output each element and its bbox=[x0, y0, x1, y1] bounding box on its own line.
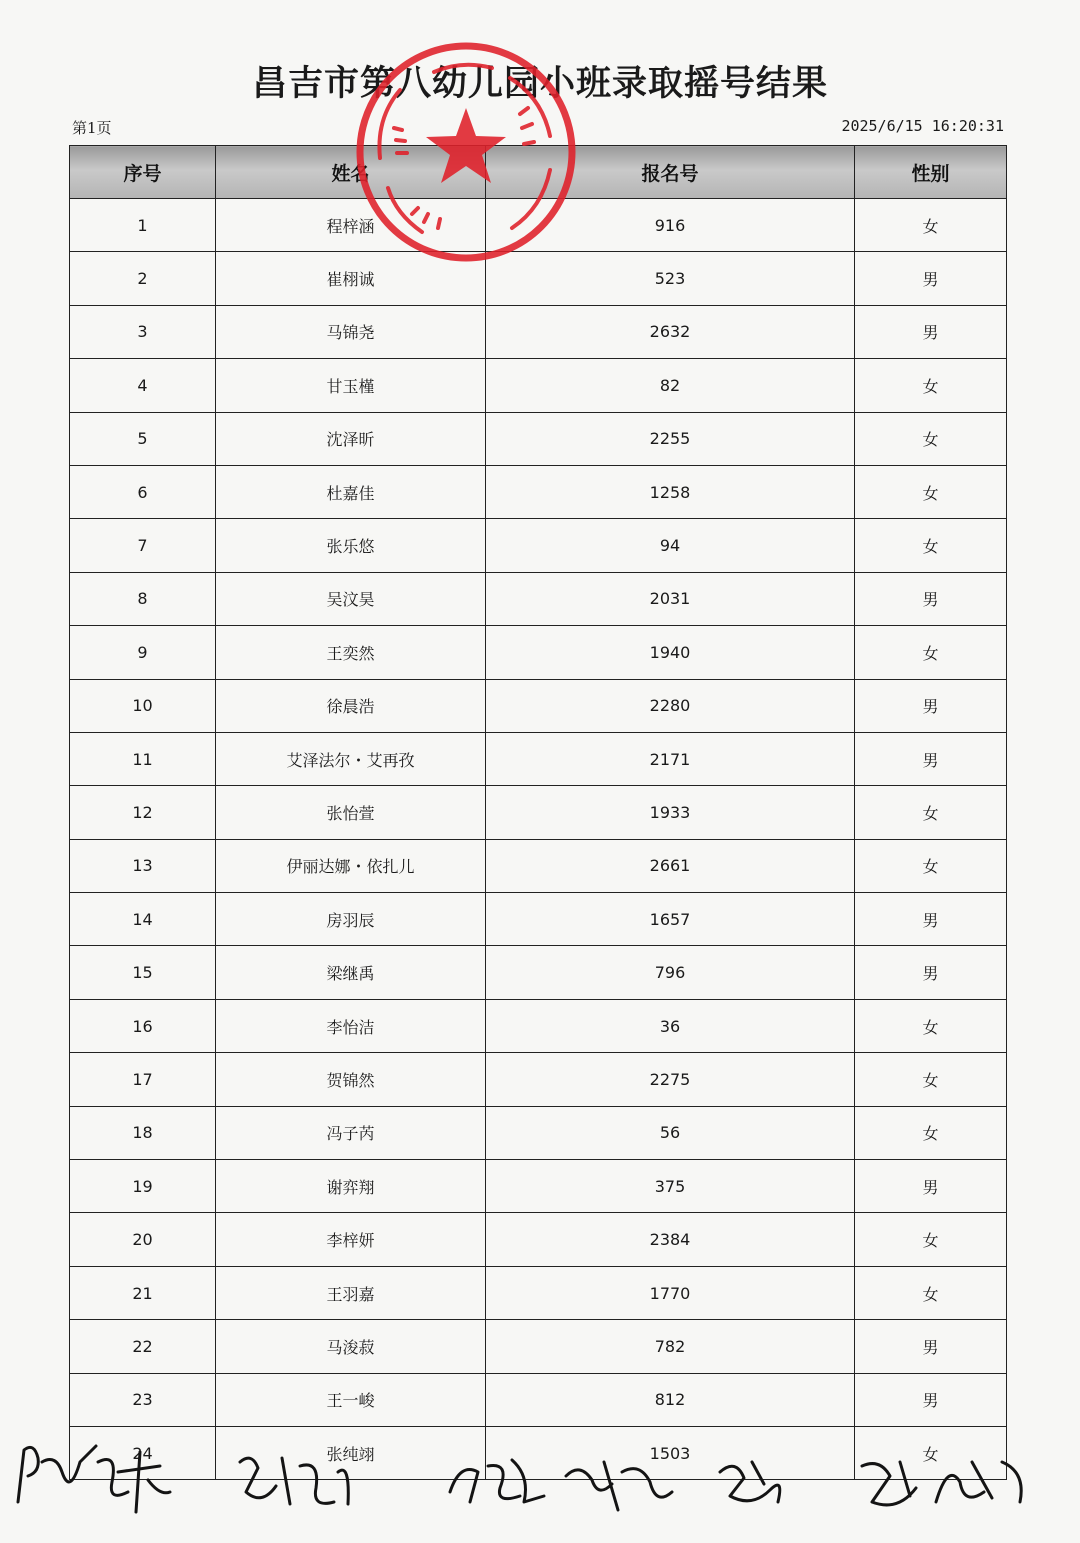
cell-name: 王奕然 bbox=[216, 626, 486, 679]
table-row bbox=[70, 1373, 1007, 1426]
table-row bbox=[70, 999, 1007, 1052]
table-row bbox=[70, 1213, 1007, 1266]
cell-reg-no: 1770 bbox=[486, 1266, 855, 1319]
cell-gender: 男 bbox=[855, 252, 1007, 305]
cell-seq: 16 bbox=[70, 999, 216, 1052]
cell-reg-no: 2661 bbox=[486, 839, 855, 892]
cell-seq: 14 bbox=[70, 893, 216, 946]
cell-seq: 6 bbox=[70, 465, 216, 518]
cell-reg-no: 375 bbox=[486, 1160, 855, 1213]
timestamp: 2025/6/15 16:20:31 bbox=[841, 117, 1004, 135]
cell-name: 马锦尧 bbox=[216, 305, 486, 358]
cell-seq: 17 bbox=[70, 1053, 216, 1106]
cell-gender: 男 bbox=[855, 946, 1007, 999]
cell-reg-no: 1940 bbox=[486, 626, 855, 679]
signatures bbox=[0, 1432, 1080, 1532]
table-row bbox=[70, 1320, 1007, 1373]
cell-name: 谢弈翔 bbox=[216, 1160, 486, 1213]
table-row bbox=[70, 359, 1007, 412]
cell-reg-no: 82 bbox=[486, 359, 855, 412]
table-row bbox=[70, 1106, 1007, 1159]
cell-reg-no: 1933 bbox=[486, 786, 855, 839]
table-body bbox=[70, 199, 1007, 1480]
cell-gender: 女 bbox=[855, 786, 1007, 839]
cell-name: 房羽辰 bbox=[216, 893, 486, 946]
cell-reg-no: 2255 bbox=[486, 412, 855, 465]
cell-name: 杜嘉佳 bbox=[216, 465, 486, 518]
cell-gender: 男 bbox=[855, 1320, 1007, 1373]
cell-gender: 女 bbox=[855, 1213, 1007, 1266]
cell-name: 王一峻 bbox=[216, 1373, 486, 1426]
cell-name: 李怡洁 bbox=[216, 999, 486, 1052]
cell-name: 甘玉槿 bbox=[216, 359, 486, 412]
table-row bbox=[70, 893, 1007, 946]
cell-gender: 女 bbox=[855, 199, 1007, 252]
page-number: 第1页 bbox=[72, 119, 112, 137]
table-row bbox=[70, 1266, 1007, 1319]
table-row bbox=[70, 305, 1007, 358]
table-row bbox=[70, 732, 1007, 785]
table-row bbox=[70, 1160, 1007, 1213]
cell-reg-no: 56 bbox=[486, 1106, 855, 1159]
cell-seq: 21 bbox=[70, 1266, 216, 1319]
cell-reg-no: 2632 bbox=[486, 305, 855, 358]
cell-name: 艾泽法尔・艾再孜 bbox=[216, 732, 486, 785]
cell-seq: 10 bbox=[70, 679, 216, 732]
cell-gender: 男 bbox=[855, 893, 1007, 946]
cell-gender: 女 bbox=[855, 1266, 1007, 1319]
cell-seq: 18 bbox=[70, 1106, 216, 1159]
table-row bbox=[70, 786, 1007, 839]
cell-name: 李梓妍 bbox=[216, 1213, 486, 1266]
header-reg-no: 报名号 bbox=[486, 146, 855, 199]
cell-reg-no: 36 bbox=[486, 999, 855, 1052]
cell-seq: 11 bbox=[70, 732, 216, 785]
cell-gender: 男 bbox=[855, 1160, 1007, 1213]
cell-reg-no: 812 bbox=[486, 1373, 855, 1426]
cell-name: 崔栩诚 bbox=[216, 252, 486, 305]
cell-reg-no: 523 bbox=[486, 252, 855, 305]
cell-seq: 20 bbox=[70, 1213, 216, 1266]
cell-reg-no: 796 bbox=[486, 946, 855, 999]
table-row bbox=[70, 252, 1007, 305]
cell-seq: 8 bbox=[70, 572, 216, 625]
header-seq: 序号 bbox=[70, 146, 216, 199]
cell-name: 马浚菽 bbox=[216, 1320, 486, 1373]
cell-seq: 13 bbox=[70, 839, 216, 892]
cell-gender: 男 bbox=[855, 732, 1007, 785]
table-row bbox=[70, 839, 1007, 892]
cell-seq: 9 bbox=[70, 626, 216, 679]
cell-seq: 12 bbox=[70, 786, 216, 839]
cell-name: 冯子芮 bbox=[216, 1106, 486, 1159]
results-table bbox=[69, 145, 1007, 1480]
cell-name: 张怡萱 bbox=[216, 786, 486, 839]
cell-seq: 2 bbox=[70, 252, 216, 305]
cell-gender: 男 bbox=[855, 572, 1007, 625]
cell-reg-no: 2171 bbox=[486, 732, 855, 785]
cell-name: 伊丽达娜・依扎儿 bbox=[216, 839, 486, 892]
cell-gender: 女 bbox=[855, 999, 1007, 1052]
table-row bbox=[70, 679, 1007, 732]
cell-gender: 女 bbox=[855, 359, 1007, 412]
cell-name: 程梓涵 bbox=[216, 199, 486, 252]
cell-name: 沈泽昕 bbox=[216, 412, 486, 465]
cell-reg-no: 1258 bbox=[486, 465, 855, 518]
cell-seq: 15 bbox=[70, 946, 216, 999]
cell-reg-no: 94 bbox=[486, 519, 855, 572]
table-row bbox=[70, 1053, 1007, 1106]
cell-gender: 女 bbox=[855, 1426, 1007, 1479]
cell-name: 贺锦然 bbox=[216, 1053, 486, 1106]
table-row bbox=[70, 626, 1007, 679]
cell-gender: 女 bbox=[855, 465, 1007, 518]
table-row bbox=[70, 412, 1007, 465]
cell-reg-no: 2384 bbox=[486, 1213, 855, 1266]
table-row bbox=[70, 199, 1007, 252]
cell-seq: 7 bbox=[70, 519, 216, 572]
cell-reg-no: 782 bbox=[486, 1320, 855, 1373]
cell-gender: 女 bbox=[855, 626, 1007, 679]
cell-reg-no: 916 bbox=[486, 199, 855, 252]
cell-gender: 女 bbox=[855, 412, 1007, 465]
cell-gender: 男 bbox=[855, 305, 1007, 358]
cell-name: 梁继禹 bbox=[216, 946, 486, 999]
cell-seq: 23 bbox=[70, 1373, 216, 1426]
cell-seq: 22 bbox=[70, 1320, 216, 1373]
cell-reg-no: 1503 bbox=[486, 1426, 855, 1479]
cell-name: 张纯翊 bbox=[216, 1426, 486, 1479]
cell-seq: 24 bbox=[70, 1426, 216, 1479]
cell-seq: 3 bbox=[70, 305, 216, 358]
cell-gender: 男 bbox=[855, 679, 1007, 732]
cell-reg-no: 1657 bbox=[486, 893, 855, 946]
cell-seq: 1 bbox=[70, 199, 216, 252]
document-title: 昌吉市第八幼儿园小班录取摇号结果 bbox=[251, 64, 828, 104]
cell-seq: 5 bbox=[70, 412, 216, 465]
cell-name: 徐晨浩 bbox=[216, 679, 486, 732]
cell-name: 吴汶昊 bbox=[216, 572, 486, 625]
table-row bbox=[70, 519, 1007, 572]
cell-seq: 4 bbox=[70, 359, 216, 412]
cell-reg-no: 2280 bbox=[486, 679, 855, 732]
header-gender: 性别 bbox=[855, 146, 1007, 199]
header-name: 姓名 bbox=[216, 146, 486, 199]
cell-seq: 19 bbox=[70, 1160, 216, 1213]
table-row bbox=[70, 572, 1007, 625]
cell-gender: 女 bbox=[855, 519, 1007, 572]
cell-reg-no: 2275 bbox=[486, 1053, 855, 1106]
cell-gender: 女 bbox=[855, 1106, 1007, 1159]
cell-name: 王羽嘉 bbox=[216, 1266, 486, 1319]
cell-gender: 女 bbox=[855, 839, 1007, 892]
cell-gender: 女 bbox=[855, 1053, 1007, 1106]
cell-gender: 男 bbox=[855, 1373, 1007, 1426]
cell-reg-no: 2031 bbox=[486, 572, 855, 625]
table-row bbox=[70, 465, 1007, 518]
table-header-row bbox=[70, 146, 1007, 199]
table-row bbox=[70, 946, 1007, 999]
cell-name: 张乐悠 bbox=[216, 519, 486, 572]
